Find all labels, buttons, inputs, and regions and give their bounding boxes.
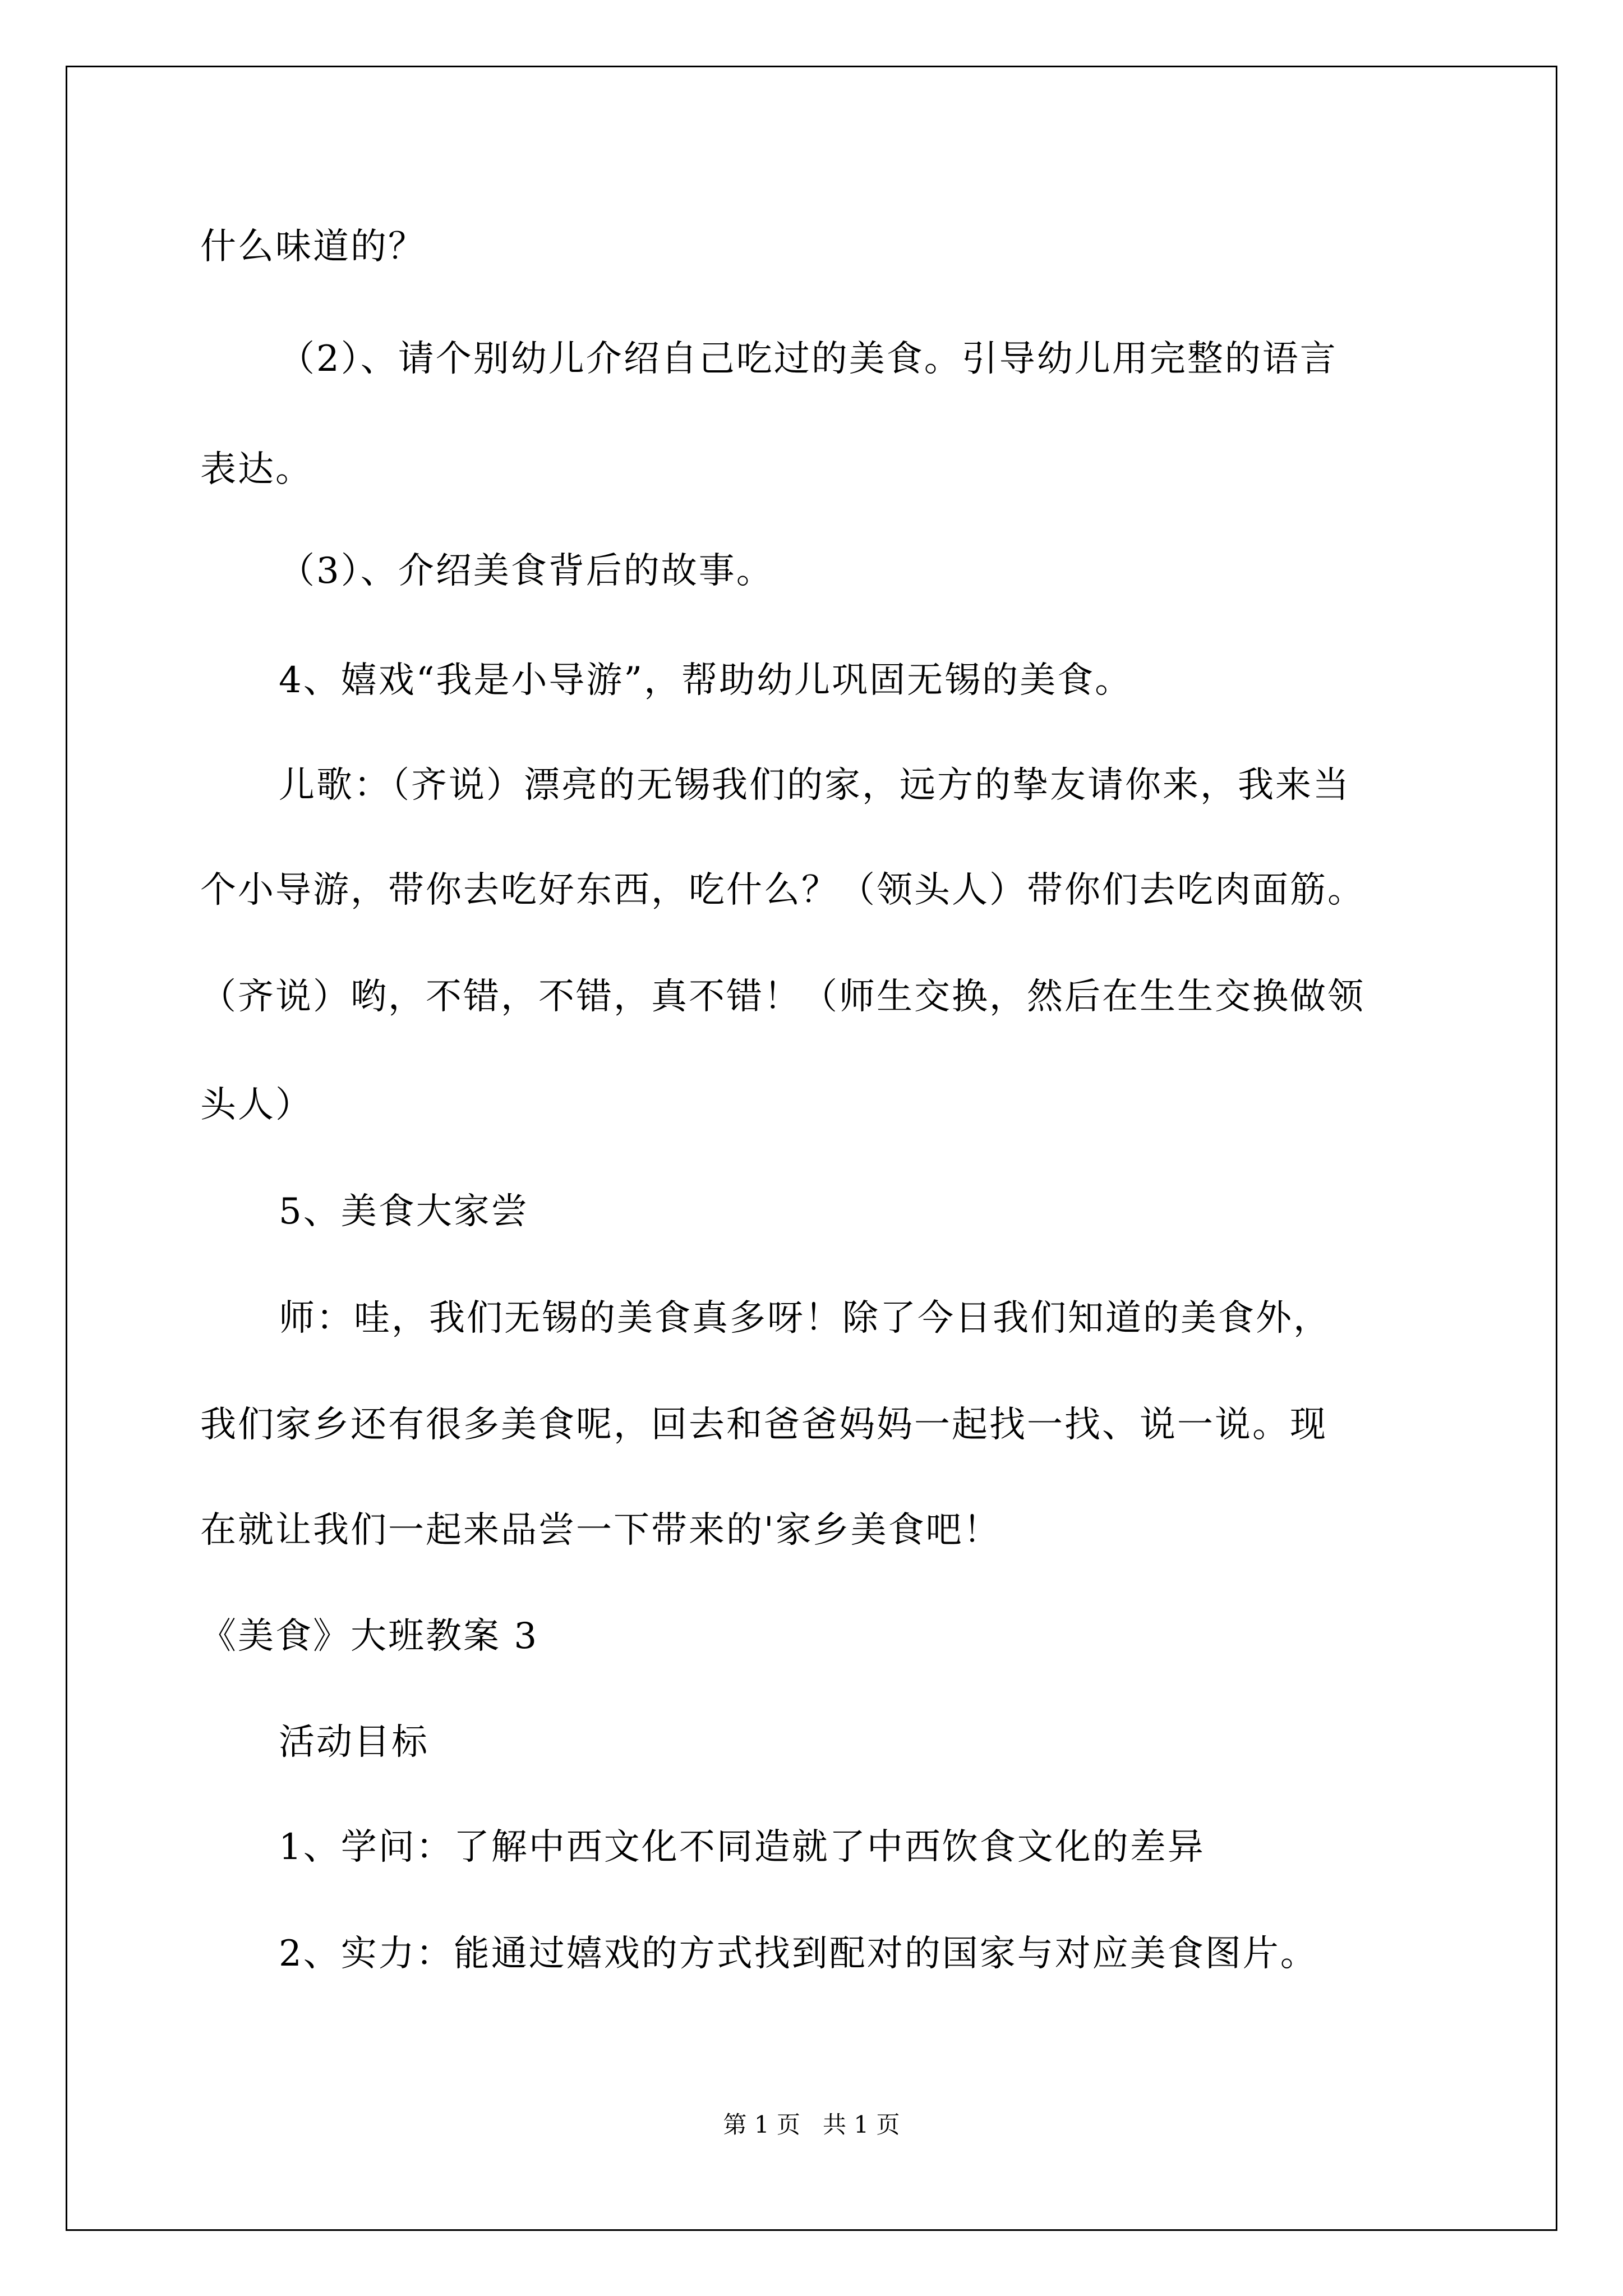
paragraph-line: 我们家乡还有很多美食呢，回去和爸爸妈妈一起找一找、说一说。现: [200, 1404, 1327, 1446]
paragraph-line: （3）、介绍美食背后的故事。: [279, 550, 774, 592]
paragraph-line: 2、实力：能通过嬉戏的方式找到配对的国家与对应美食图片。: [279, 1933, 1318, 1975]
paragraph-line: （2）、请个别幼儿介绍自己吃过的美食。引导幼儿用完整的语言: [279, 338, 1338, 380]
page-footer: 第 1 页 共 1 页: [723, 2111, 900, 2138]
paragraph-line: 表达。: [200, 449, 313, 490]
paragraph-line: 儿歌：（齐说）漂亮的无锡我们的家，远方的挚友请你来，我来当: [279, 765, 1350, 806]
paragraph-line: 头人）: [200, 1084, 313, 1126]
paragraph-line: 师：哇，我们无锡的美食真多呀！除了今日我们知道的美食外，: [279, 1297, 1331, 1339]
paragraph-line: 4、嬉戏“我是小导游”，帮助幼儿巩固无锡的美食。: [279, 660, 1133, 701]
paragraph-line: 什么味道的？: [200, 226, 426, 268]
paragraph-line: （齐说）哟，不错，不错，真不错！（师生交换，然后在生生交换做领: [200, 976, 1365, 1018]
paragraph-line: 个小导游，带你去吃好东西，吃什么？（领头人）带你们去吃肉面筋。: [200, 869, 1365, 911]
paragraph-line: 5、美食大家尝: [279, 1191, 529, 1232]
page-border: [66, 66, 1557, 2231]
paragraph-line: 活动目标: [279, 1722, 429, 1763]
paragraph-line: 在就让我们一起来品尝一下带来的'家乡美食吧！: [200, 1510, 1001, 1551]
paragraph-line: 1、学问：了解中西文化不同造就了中西饮食文化的差异: [279, 1826, 1205, 1868]
section-heading: 《美食》大班教案 3: [200, 1616, 539, 1657]
